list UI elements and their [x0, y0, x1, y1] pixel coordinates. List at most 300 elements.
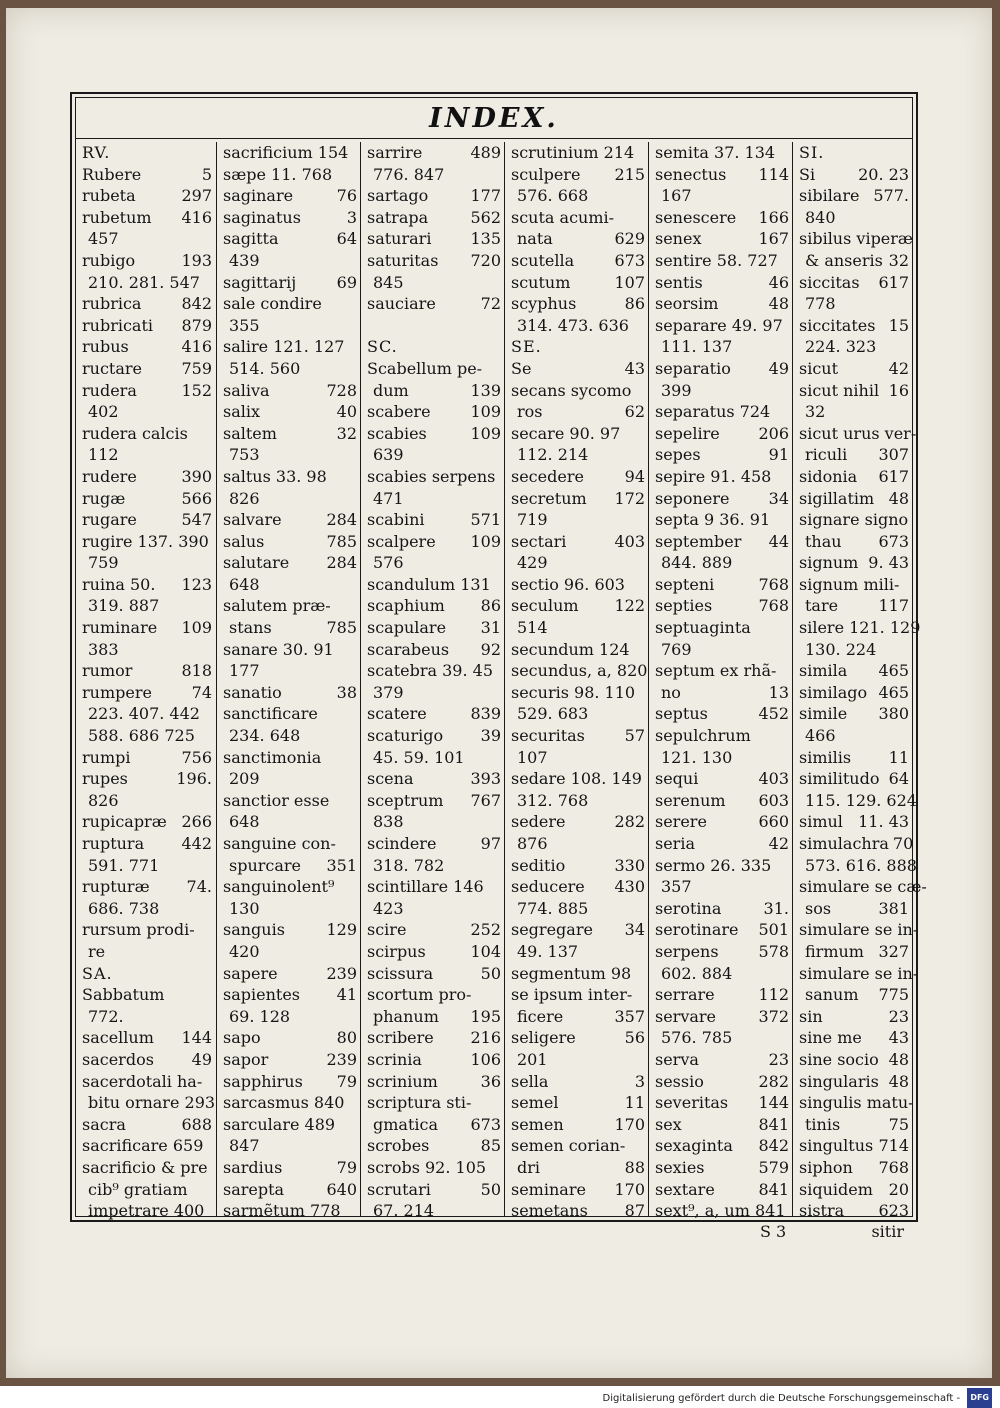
entry-term: 514	[517, 618, 548, 638]
index-entry	[361, 358, 505, 380]
index-entry	[505, 703, 649, 725]
credit-text: Digitalisierung gefördert durch die Deutsche Forschungsgemeinschaft -	[602, 1393, 961, 1404]
index-entry	[361, 164, 505, 186]
index-entry	[793, 444, 913, 466]
index-entry	[217, 531, 361, 553]
index-entry	[793, 1114, 913, 1136]
index-columns	[76, 142, 927, 1221]
entry-term: Se	[511, 358, 532, 378]
entry-term: 112	[88, 445, 119, 465]
index-column	[648, 142, 793, 1221]
index-entry	[217, 1135, 361, 1157]
index-entry	[217, 768, 361, 790]
entry-term: 588. 686 725	[88, 726, 195, 746]
entry-page-ref: 640	[326, 1179, 357, 1199]
entry-page-ref: 38	[336, 682, 357, 702]
entry-page-ref: 167	[758, 229, 789, 249]
entry-page-ref: 239	[326, 963, 357, 983]
entry-term: scandulum 131	[367, 574, 491, 594]
entry-term: sexies	[655, 1157, 705, 1177]
entry-term: separatus 724	[655, 402, 771, 422]
entry-page-ref: 57	[624, 726, 645, 746]
index-entry	[361, 790, 505, 812]
entry-term: sepelire	[655, 423, 720, 443]
index-entry	[361, 811, 505, 833]
entry-page-ref: 48	[888, 1049, 909, 1069]
entry-term: scrinium	[367, 1071, 438, 1091]
entry-term: rubetum	[82, 207, 152, 227]
entry-term: serere	[655, 812, 707, 832]
entry-term: singulis matu-	[799, 1093, 914, 1113]
index-frame-inner	[75, 97, 927, 1221]
entry-term: serva	[655, 1049, 699, 1069]
index-entry	[649, 142, 793, 164]
entry-term: simila	[799, 661, 848, 681]
entry-page-ref: 129	[326, 920, 357, 940]
index-entry	[76, 1049, 216, 1071]
signature-mark: S 3	[760, 1222, 787, 1241]
index-entry	[793, 250, 913, 272]
entry-page-ref: 193	[181, 250, 212, 270]
entry-term: impetrare 400	[88, 1201, 205, 1221]
index-column	[792, 142, 927, 1221]
index-entry	[505, 552, 649, 574]
entry-page-ref: 562	[470, 207, 501, 227]
index-entry	[793, 509, 913, 531]
page-title: INDEX.	[429, 103, 559, 134]
index-entry	[361, 293, 505, 315]
index-entry	[217, 336, 361, 358]
entry-page-ref: 135	[470, 229, 501, 249]
entry-page-ref: 109	[181, 618, 212, 638]
index-entry	[649, 876, 793, 898]
index-entry	[76, 488, 216, 510]
index-entry	[361, 1157, 505, 1179]
entry-page-ref: 117	[878, 596, 909, 616]
index-entry	[76, 639, 216, 661]
entry-term: 423	[373, 898, 404, 918]
index-entry	[76, 574, 216, 596]
entry-term: sex	[655, 1114, 682, 1134]
entry-term: securis 98. 110	[511, 682, 636, 702]
entry-term: rupes	[82, 769, 128, 789]
index-entry	[505, 1179, 649, 1201]
entry-term: senex	[655, 229, 702, 249]
entry-term: sarmẽtum 778	[223, 1201, 341, 1221]
index-entry	[793, 164, 913, 186]
entry-page-ref: 72	[480, 294, 501, 314]
index-entry	[649, 941, 793, 963]
index-entry	[76, 595, 216, 617]
entry-page-ref: 775	[878, 985, 909, 1005]
index-entry	[361, 207, 505, 229]
index-entry	[76, 1006, 216, 1028]
entry-term: rumpi	[82, 747, 131, 767]
index-entry	[217, 941, 361, 963]
entry-term: 167	[661, 186, 692, 206]
entry-term: sarcasmus 840	[223, 1093, 345, 1113]
index-entry	[361, 984, 505, 1006]
index-entry	[217, 1049, 361, 1071]
entry-page-ref: 88	[624, 1157, 645, 1177]
entry-page-ref: 842	[181, 294, 212, 314]
entry-term: 49. 137	[517, 941, 579, 961]
index-entry	[76, 833, 216, 855]
entry-term: 471	[373, 488, 404, 508]
index-entry	[76, 768, 216, 790]
index-entry	[217, 919, 361, 941]
index-entry	[361, 1027, 505, 1049]
entry-term: 121. 130	[661, 747, 733, 767]
index-column	[360, 142, 505, 1221]
index-entry	[217, 790, 361, 812]
entry-term: sanguis	[223, 920, 285, 940]
index-entry	[793, 531, 913, 553]
entry-page-ref: 416	[181, 207, 212, 227]
index-entry	[76, 164, 216, 186]
entry-page-ref: 390	[181, 466, 212, 486]
index-entry	[505, 660, 649, 682]
entry-page-ref: 252	[470, 920, 501, 940]
index-entry	[76, 293, 216, 315]
entry-page-ref: 91	[768, 445, 789, 465]
index-entry	[649, 423, 793, 445]
index-entry	[505, 1027, 649, 1049]
entry-term: rudere	[82, 466, 137, 486]
entry-term: seminare	[511, 1179, 586, 1199]
index-entry	[505, 855, 649, 877]
index-entry	[793, 1179, 913, 1201]
index-entry	[793, 984, 913, 1006]
index-entry	[361, 963, 505, 985]
entry-term: sacrificio & pre	[82, 1157, 208, 1177]
entry-page-ref: 673	[470, 1114, 501, 1134]
index-entry	[361, 617, 505, 639]
index-entry	[361, 833, 505, 855]
index-entry	[793, 747, 913, 769]
entry-term: sine me	[799, 1028, 862, 1048]
entry-term: septeni	[655, 574, 715, 594]
entry-page-ref: 48	[888, 488, 909, 508]
index-entry	[649, 790, 793, 812]
index-entry	[361, 1114, 505, 1136]
index-entry	[76, 790, 216, 812]
entry-term: 719	[517, 510, 548, 530]
index-entry	[76, 185, 216, 207]
index-entry	[361, 1179, 505, 1201]
entry-page-ref: 32	[888, 250, 909, 270]
entry-term: secundum 124	[511, 639, 630, 659]
index-entry	[505, 639, 649, 661]
entry-term: salutare	[223, 553, 290, 573]
entry-page-ref: 728	[326, 380, 357, 400]
entry-term: sexaginta	[655, 1136, 733, 1156]
entry-term: sos	[805, 898, 832, 918]
entry-term: Sabbatum	[82, 985, 165, 1005]
entry-term: 314. 473. 636	[517, 315, 629, 335]
index-entry	[76, 1135, 216, 1157]
entry-term: gmatica	[373, 1114, 438, 1134]
index-entry	[217, 876, 361, 898]
index-entry	[793, 272, 913, 294]
entry-term: scabini	[367, 510, 425, 530]
entry-term: 429	[517, 553, 548, 573]
entry-page-ref: 768	[758, 574, 789, 594]
index-entry	[361, 1092, 505, 1114]
entry-term: scabies serpens	[367, 466, 496, 486]
index-entry	[649, 984, 793, 1006]
entry-term: simul	[799, 812, 843, 832]
entry-term: rugare	[82, 510, 137, 530]
index-entry	[793, 660, 913, 682]
entry-term: seria	[655, 834, 695, 853]
entry-term: sapere	[223, 963, 278, 983]
index-column	[504, 142, 649, 1221]
index-entry	[505, 1114, 649, 1136]
index-entry	[649, 639, 793, 661]
entry-term: siccitas	[799, 272, 860, 292]
index-entry	[217, 703, 361, 725]
entry-page-ref: 216	[470, 1028, 501, 1048]
index-entry	[217, 1092, 361, 1114]
section-heading	[505, 336, 649, 358]
index-entry	[361, 898, 505, 920]
index-entry	[217, 1114, 361, 1136]
entry-term: separare 49. 97	[655, 315, 783, 335]
entry-term: 319. 887	[88, 596, 160, 616]
entry-term: separatio	[655, 358, 731, 378]
entry-term: sanatio	[223, 682, 282, 702]
entry-term: 648	[229, 574, 260, 594]
entry-term: scissura	[367, 963, 434, 983]
index-entry	[793, 682, 913, 704]
entry-term: scarabeus	[367, 639, 450, 659]
index-entry	[505, 1135, 649, 1157]
entry-term: sanctior esse	[223, 790, 330, 810]
entry-page-ref: 74	[191, 682, 212, 702]
entry-term: ruina 50.	[82, 574, 156, 594]
entry-term: seditio	[511, 855, 566, 875]
index-entry	[76, 1114, 216, 1136]
entry-term: sacrificare 659	[82, 1136, 204, 1156]
index-entry	[649, 315, 793, 337]
entry-page-ref: 64	[336, 229, 357, 249]
index-entry	[649, 250, 793, 272]
entry-term: scatebra 39. 45	[367, 661, 494, 681]
entry-term: sacrificium 154	[223, 143, 349, 162]
entry-page-ref: 714	[878, 1136, 909, 1156]
entry-term: septus	[655, 704, 708, 724]
index-entry	[76, 682, 216, 704]
index-entry	[361, 228, 505, 250]
entry-page-ref: 660	[758, 812, 789, 832]
entry-term: scutum	[511, 272, 571, 292]
entry-term: satrapa	[367, 207, 429, 227]
index-entry	[649, 1027, 793, 1049]
entry-page-ref: 48	[768, 294, 789, 314]
index-entry	[361, 488, 505, 510]
entry-page-ref: 11	[624, 1093, 645, 1113]
index-entry	[793, 1092, 913, 1114]
entry-term: 209	[229, 769, 260, 789]
entry-term: rupicapræ	[82, 812, 167, 832]
index-entry	[361, 444, 505, 466]
entry-term: 876	[517, 834, 548, 853]
entry-term: ros	[517, 402, 543, 422]
entry-page-ref: 330	[614, 855, 645, 875]
entry-term: salus	[223, 531, 265, 551]
index-entry	[217, 272, 361, 294]
index-entry	[76, 660, 216, 682]
entry-term: 778	[805, 294, 836, 314]
entry-page-ref: 112	[758, 985, 789, 1005]
index-entry	[793, 1027, 913, 1049]
index-entry	[76, 272, 216, 294]
entry-page-ref: 170	[614, 1179, 645, 1199]
entry-term: SE.	[511, 337, 542, 357]
entry-term: SI.	[799, 143, 825, 162]
index-entry	[505, 1157, 649, 1179]
entry-term: saltem	[223, 423, 277, 443]
entry-page-ref: 206	[758, 423, 789, 443]
index-entry	[76, 1200, 216, 1222]
entry-term: sedere	[511, 812, 566, 832]
index-entry	[217, 315, 361, 337]
entry-term: saginatus	[223, 207, 301, 227]
index-entry	[649, 207, 793, 229]
index-entry	[793, 1157, 913, 1179]
entry-term: simulare se cæ-	[799, 877, 927, 897]
index-entry	[76, 1071, 216, 1093]
index-entry	[793, 574, 913, 596]
index-entry	[649, 574, 793, 596]
index-entry	[361, 595, 505, 617]
index-entry	[505, 531, 649, 553]
entry-term: sigillatim	[799, 488, 875, 508]
index-entry	[793, 617, 921, 639]
entry-term: rubeta	[82, 186, 136, 206]
entry-term: sapor	[223, 1049, 269, 1069]
entry-term: sarepta	[223, 1179, 285, 1199]
entry-page-ref: 75	[888, 1114, 909, 1134]
entry-term: scaturigo	[367, 726, 444, 746]
index-entry	[361, 1071, 505, 1093]
entry-term: secundus, a, 820	[511, 661, 648, 681]
index-entry	[76, 250, 216, 272]
entry-page-ref: 673	[614, 250, 645, 270]
entry-term: saturari	[367, 229, 432, 249]
index-entry	[793, 1135, 913, 1157]
entry-term: sapphirus	[223, 1071, 303, 1091]
entry-page-ref: 380	[878, 704, 909, 724]
entry-term: 573. 616. 888	[805, 855, 917, 875]
index-entry	[649, 466, 793, 488]
index-entry	[793, 941, 913, 963]
entry-page-ref: 87	[624, 1201, 645, 1221]
entry-term: no	[661, 682, 681, 702]
index-entry	[505, 509, 649, 531]
index-entry	[649, 380, 793, 402]
entry-page-ref: 16	[888, 380, 909, 400]
entry-page-ref: 43	[888, 1028, 909, 1048]
entry-page-ref: 215	[614, 164, 645, 184]
entry-term: secretum	[511, 488, 587, 508]
index-entry	[505, 941, 649, 963]
entry-term: sedare 108. 149	[511, 769, 642, 789]
index-entry	[76, 898, 216, 920]
index-entry	[649, 682, 793, 704]
index-entry	[649, 768, 793, 790]
entry-term: sicut	[799, 358, 839, 378]
entry-term: seducere	[511, 877, 585, 897]
entry-term: 844. 889	[661, 553, 733, 573]
entry-term: sentire 58. 727	[655, 250, 778, 270]
index-entry	[649, 1071, 793, 1093]
entry-page-ref: 152	[181, 380, 212, 400]
entry-term: dum	[373, 380, 409, 400]
index-entry	[76, 509, 216, 531]
index-entry	[649, 1200, 793, 1222]
entry-page-ref: 144	[758, 1093, 789, 1113]
entry-term: tare	[805, 596, 839, 616]
entry-term: phanum	[373, 1006, 439, 1026]
page-footer	[70, 1222, 914, 1246]
entry-page-ref: 114	[758, 164, 789, 184]
index-entry	[76, 725, 216, 747]
index-entry	[361, 509, 505, 531]
entry-page-ref: 393	[470, 769, 501, 789]
index-entry	[76, 919, 216, 941]
index-entry	[217, 725, 361, 747]
index-entry	[793, 488, 913, 510]
entry-term: 845	[373, 272, 404, 292]
entry-term: SA.	[82, 963, 113, 983]
section-heading	[76, 142, 216, 164]
entry-term: seorsim	[655, 294, 719, 314]
index-column	[76, 142, 216, 1221]
entry-term: scyphus	[511, 294, 577, 314]
entry-term: sepes	[655, 445, 701, 465]
section-heading	[76, 963, 216, 985]
index-entry	[793, 703, 913, 725]
entry-page-ref: 107	[614, 272, 645, 292]
index-entry	[649, 401, 793, 423]
entry-page-ref: 629	[614, 229, 645, 249]
entry-term: rudera	[82, 380, 137, 400]
entry-term: 383	[88, 639, 119, 659]
entry-term: 826	[88, 790, 119, 810]
index-entry	[649, 1114, 793, 1136]
index-entry	[505, 811, 649, 833]
index-entry	[649, 963, 793, 985]
entry-term: sin	[799, 1006, 823, 1026]
entry-term: rugire 137. 390	[82, 531, 209, 551]
entry-term: 576. 668	[517, 186, 589, 206]
entry-term: sepulchrum	[655, 726, 751, 746]
entry-page-ref: 842	[758, 1136, 789, 1156]
entry-term: scindere	[367, 834, 437, 853]
entry-term: 399	[661, 380, 692, 400]
entry-term: 838	[373, 812, 404, 832]
entry-page-ref: 106	[470, 1049, 501, 1069]
index-entry	[649, 228, 793, 250]
entry-term: scuta acumi-	[511, 207, 615, 227]
entry-term: firmum	[805, 941, 864, 961]
index-entry	[361, 1049, 505, 1071]
entry-term: severitas	[655, 1093, 729, 1113]
index-entry	[217, 1179, 361, 1201]
entry-term: salutem præ-	[223, 596, 331, 616]
